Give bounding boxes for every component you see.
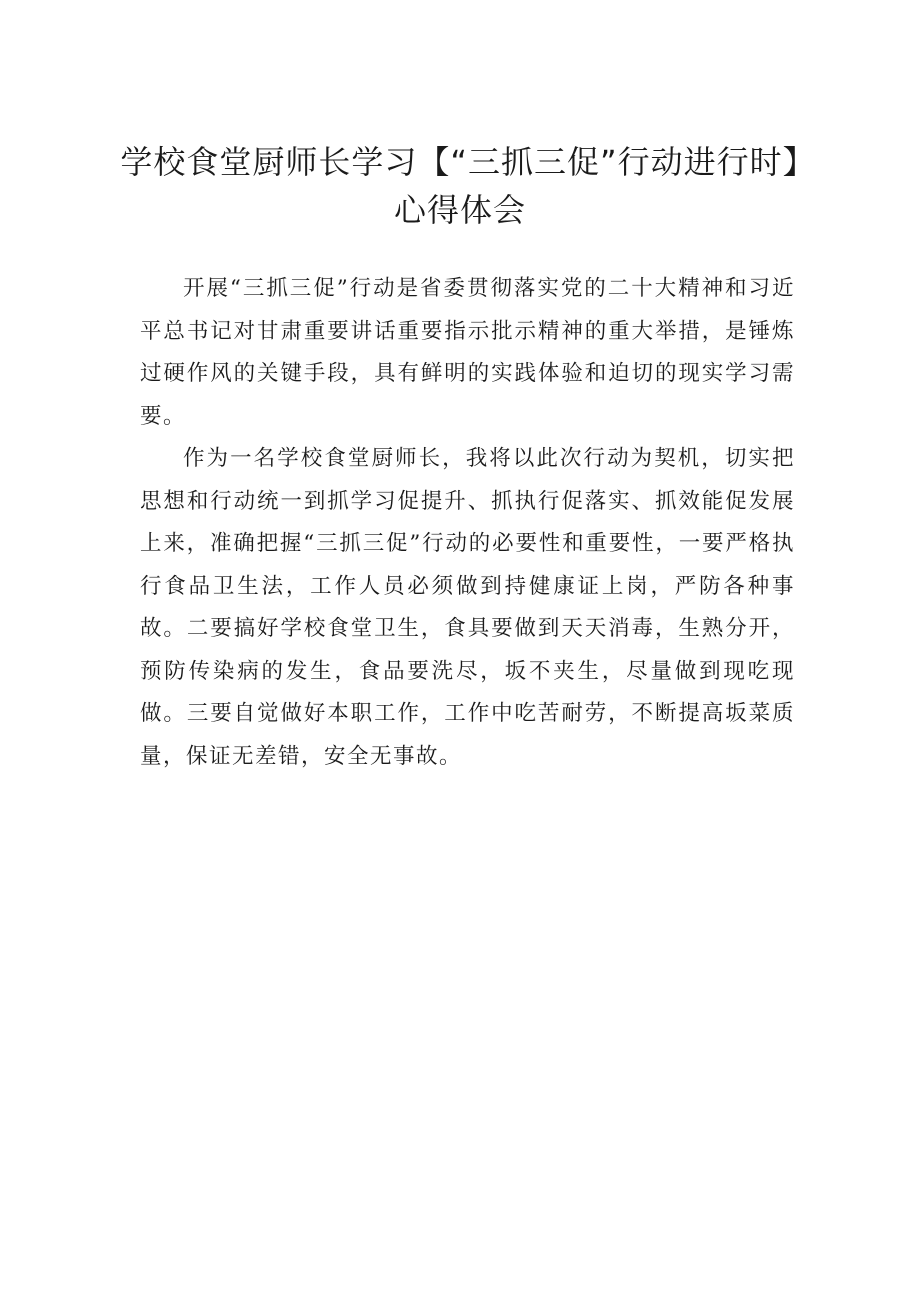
paragraph-1: 开展“三抓三促”行动是省委贯彻落实党的二十大精神和习近平总书记对甘肃重要讲话重要指示批示精神的重大举措，是锤炼过硬作风的关键手段，具有鲜明的实践体验和迫切的现实学习需要。 [140, 276, 795, 429]
paragraph-2: 作为一名学校食堂厨师长，我将以此次行动为契机，切实把思想和行动统一到抓学习促提升、抓执行促落实、抓效能促发展上来，准确把握“三抓三促”行动的必要性和重要性，一要严格执行食品卫生法，工作人员必须做到持健康证上岗，严防各种事故。二要搞好学校食堂卫生，食具要做到天天消毒，生熟分开，预防传染病的发生，食品要洗尽，坂不夹生，尽量做到现吃现做。三要自觉做好本职工作，工作中吃苦耐劳，不断提高坂菜质量，保证无差错，安全无事故。 [140, 446, 795, 769]
document-body [140, 268, 795, 778]
document-title: 学校食堂厨师长学习【“三抓三促”行动进行时】心得体会 [120, 143, 800, 229]
